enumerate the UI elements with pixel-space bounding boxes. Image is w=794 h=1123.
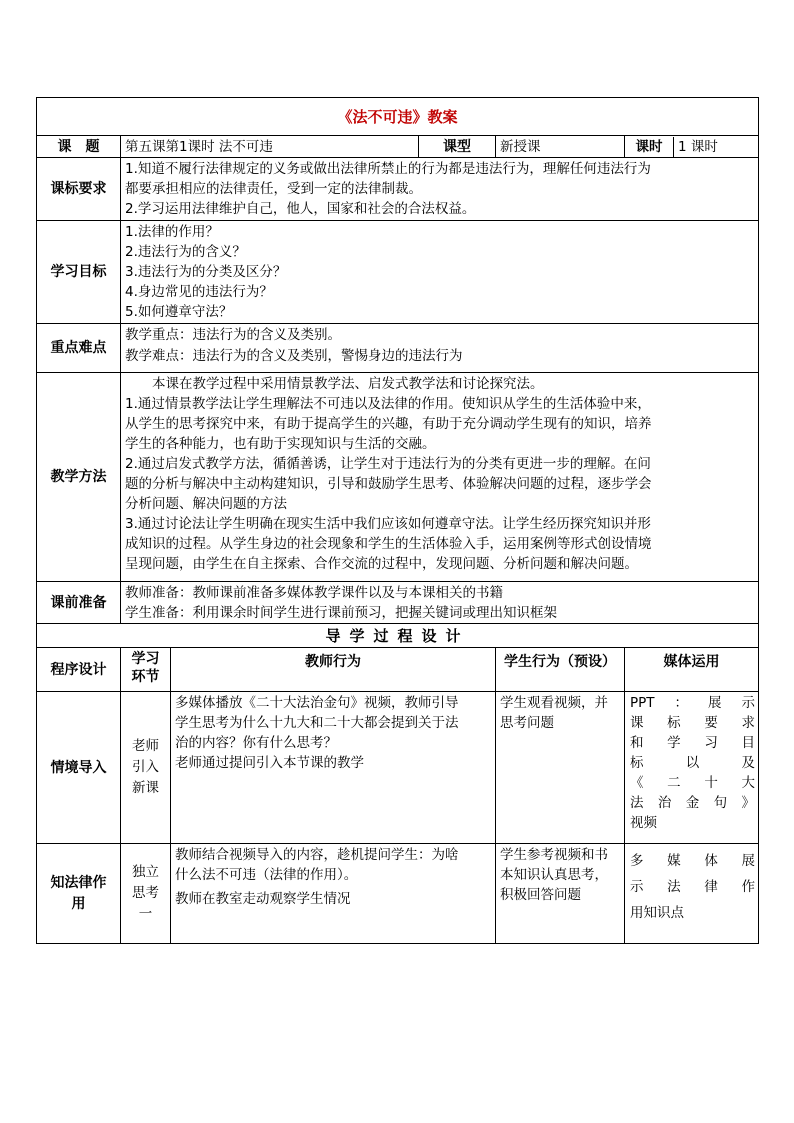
key-points-label: 重点难点 [37,324,121,373]
document-title: 《法不可违》教案 [37,98,759,136]
header-program: 程序设计 [37,648,121,692]
method-line: 3.通过讨论法让学生明确在现实生活中我们应该如何遵章守法。让学生经历探究知识并形 [125,516,651,532]
course-label: 课 题 [37,136,121,158]
course-value: 第五课第1课时 法不可违 [121,136,419,158]
row-step-line: 老师 [132,738,159,754]
lesson-plan-document [36,97,758,944]
row-program-line: 知法律作 [50,874,107,891]
preparation-content [121,582,759,624]
row-step-line: 思考 [132,885,159,901]
course-type-value: 新授课 [496,136,625,158]
row-media [625,844,759,944]
header-step: 学习环节 [121,648,171,692]
lesson-plan-table [36,97,759,944]
row-teacher [171,692,496,844]
methods-content [121,373,759,582]
process-section-title: 导学过程设计 [37,624,759,648]
course-hours-cell [625,136,759,158]
teacher-line: 教师在教室走动观察学生情况 [175,891,351,907]
media-line: 和学习目 [630,735,756,751]
row-program: 情境导入 [37,692,121,844]
method-line: 分析问题、解决问题的方法 [125,496,287,512]
key-points-content [121,324,759,373]
row-step [121,692,171,844]
objective-item: 5.如何遵章守法？ [125,304,233,320]
row-teacher [171,844,496,944]
header-media: 媒体运用 [625,648,759,692]
row-media [625,692,759,844]
media-line: 用知识点 [630,905,684,921]
method-line: 学生的各种能力，也有助于实现知识与生活的交融。 [125,436,436,452]
key-point-line: 教学重点：违法行为的含义及类别。 [125,327,341,343]
media-line: 示法律作 [630,879,756,895]
standards-line: 2.学习运用法律维护自己，他人，国家和社会的合法权益。 [125,201,476,217]
course-hours-value: 1 课时 [678,138,718,155]
method-line: 题的分析与解决中主动构建知识，引导和鼓励学生思考、体验解决问题的过程，逐步学会 [125,476,652,492]
standards-content [121,158,759,221]
media-line: 多媒体展 [630,853,756,869]
media-line: 视频 [630,815,657,831]
objectives-label: 学习目标 [37,221,121,324]
preparation-line: 教师准备：教师课前准备多媒体教学课件以及与本课相关的书籍 [125,585,503,601]
objective-item: 2.违法行为的含义？ [125,244,246,260]
row-step [121,844,171,944]
row-step-line: 一 [138,906,153,922]
row-step-line: 独立 [132,864,159,880]
media-line: 标 以 及 [630,755,756,771]
student-line: 积极回答问题 [500,887,581,903]
teacher-line: 学生思考为什么十九大和二十大都会提到关于法 [175,715,459,731]
objective-item: 3.违法行为的分类及区分？ [125,264,287,280]
standards-label: 课标要求 [37,158,121,221]
teacher-line: 什么法不可违（法律的作用）。 [175,867,358,883]
method-line: 呈现问题，由学生在自主探索、合作交流的过程中，发现问题、分析问题和解决问题。 [125,556,638,572]
teacher-line: 治的内容？你有什么思考？ [175,735,337,751]
objective-item: 4.身边常见的违法行为？ [125,284,273,300]
method-line: 2.通过启发式教学方法，循循善诱，让学生对于违法行为的分类有更进一步的理解。在问 [125,456,651,472]
objective-item: 1.法律的作用？ [125,224,219,240]
student-line: 思考问题 [500,715,554,731]
course-hours-label: 课时 [625,137,674,157]
method-line: 成知识的过程。从学生身边的社会现象和学生的生活体验入手，运用案例等形式创设情境 [125,536,652,552]
preparation-line: 学生准备：利用课余时间学生进行课前预习，把握关键词或理出知识框架 [125,605,557,621]
media-line: 课标要求 [630,715,756,731]
key-point-line: 教学难点：违法行为的含义及类别，警惕身边的违法行为 [125,348,463,364]
media-line: PPT：展示 [630,695,756,711]
teacher-line: 老师通过提问引入本节课的教学 [175,755,364,771]
row-step-line: 新课 [132,780,159,796]
teacher-line: 多媒体播放《二十大法治金句》视频，教师引导 [175,695,459,711]
student-line: 学生观看视频，并 [500,695,608,711]
row-student [496,844,625,944]
row-program [37,844,121,944]
teacher-line: 教师结合视频导入的内容，趁机提问学生：为啥 [175,847,459,863]
standards-line: 1.知道不履行法律规定的义务或做出法律所禁止的行为都是违法行为，理解任何违法行为 [125,161,651,177]
student-line: 学生参考视频和书 [500,847,608,863]
media-line: 法治金句》 [630,795,756,811]
student-line: 本知识认真思考， [500,867,608,883]
media-line: 《二十大 [630,775,756,791]
row-student [496,692,625,844]
header-student: 学生行为（预设） [496,648,625,692]
objectives-content [121,221,759,324]
row-step-line: 引入 [132,759,159,775]
preparation-label: 课前准备 [37,582,121,624]
method-line: 1.通过情景教学法让学生理解法不可违以及法律的作用。使知识从学生的生活体验中来， [125,396,651,412]
standards-line: 都要承担相应的法律责任，受到一定的法律制裁。 [125,181,422,197]
row-program-line: 用 [71,895,86,912]
methods-label: 教学方法 [37,373,121,582]
method-line: 从学生的思考探究中来，有助于提高学生的兴趣，有助于充分调动学生现有的知识，培养 [125,416,652,432]
course-type-label: 课型 [419,136,496,158]
header-teacher: 教师行为 [171,648,496,692]
method-line: 本课在教学过程中采用情景教学法、启发式教学法和讨论探究法。 [125,376,544,392]
